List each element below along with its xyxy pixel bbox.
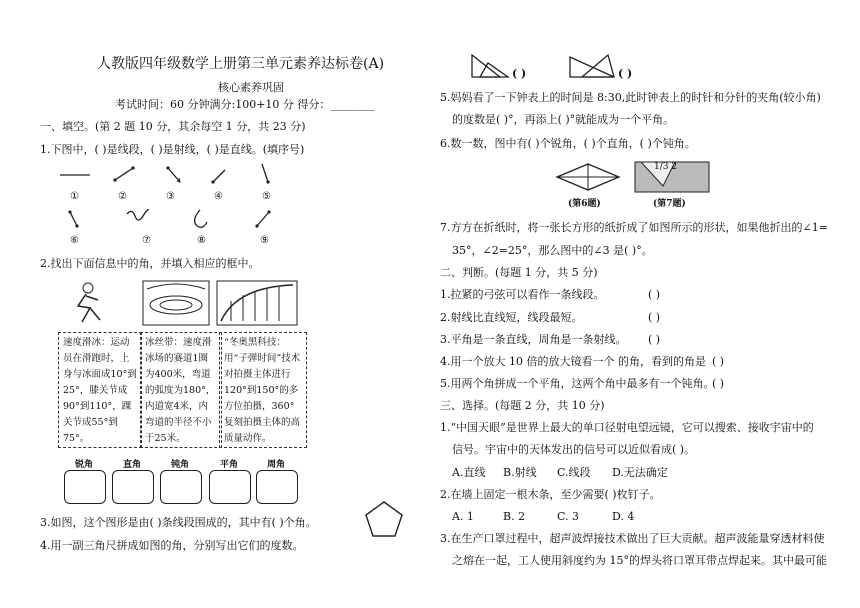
info-card-speed-skating: 速度滑冰：运动员在滑跑时，上身与冰面成10°到25°，膝关节成90°到110°，踝关节成55°到75°。 bbox=[58, 332, 142, 448]
obtuse-angle-label: 钝角 bbox=[170, 460, 189, 470]
label-1: ① bbox=[70, 191, 79, 202]
info-card-ice-ribbon: 冰丝带：速度滑冰场的赛道1圈为400米，弯道的弧度为180°，内道宽4米，内弯道的半径不小于25米。 bbox=[140, 332, 222, 448]
right-angle-box[interactable] bbox=[112, 470, 154, 504]
choice-1-option-c[interactable]: C.线段 bbox=[557, 466, 591, 479]
choice-1-option-b[interactable]: B.射线 bbox=[503, 466, 537, 479]
choice-1-line-1: 1.“中国天眼”是世界上最大的单口径射电望远镜，它可以搜索、接收宇宙中的 bbox=[440, 421, 814, 434]
choice-2-option-a[interactable]: A. 1 bbox=[452, 510, 474, 523]
judge-3: 3.平角是一条直线，周角是一条射线。 bbox=[440, 333, 627, 346]
camera-rig-illustration bbox=[217, 281, 297, 325]
choice-3-line-1: 3.在生产口罩过程中，超声波焊接技术做出了巨大贡献。超声波能量穿透材料使 bbox=[440, 532, 825, 545]
triangle-ruler-figure-1 bbox=[470, 53, 510, 79]
judge-2-answer[interactable]: ( ) bbox=[648, 311, 661, 324]
exam-info: 考试时间：60 分钟满分:100+10 分 得分：________ bbox=[115, 98, 375, 111]
label-8: ⑧ bbox=[197, 235, 206, 246]
judge-3-answer[interactable]: ( ) bbox=[648, 333, 661, 346]
figure-7-angle-marks: 1/3 2 bbox=[654, 162, 678, 172]
straight-angle-label: 平角 bbox=[219, 460, 238, 470]
question-6: 6.数一数，图中有( )个锐角，( )个直角，( )个钝角。 bbox=[440, 137, 696, 150]
right-angle-label: 直角 bbox=[122, 460, 141, 470]
section-judge-heading: 二、判断。(每题 1 分，共 5 分) bbox=[440, 266, 598, 279]
acute-angle-box[interactable] bbox=[64, 470, 106, 504]
figure-6-caption: (第6题) bbox=[568, 199, 601, 209]
label-7: ⑦ bbox=[142, 235, 151, 246]
info-card-bullet-time: “冬奥黑科技：用“子弹时间”技术对拍摄主体进行120°到150°的多方位拍摄，360°复刻拍摄主体的高质量动作。 bbox=[219, 332, 307, 448]
label-3: ③ bbox=[166, 191, 175, 202]
choice-3-line-2: 之熔在一起，工人使用斜度约为 15°的焊头将口罩耳带点焊起来。其中最可能 bbox=[452, 554, 827, 567]
judge-5-answer[interactable]: ( ) bbox=[712, 377, 725, 390]
choice-1-option-d[interactable]: D.无法确定 bbox=[612, 466, 668, 479]
straight-angle-box[interactable] bbox=[209, 470, 251, 504]
triangle-ruler-figure-2 bbox=[568, 53, 616, 79]
section-fill-heading: 一、填空。(第 2 题 10 分，其余每空 1 分，共 23 分) bbox=[40, 120, 306, 133]
label-2: ② bbox=[118, 191, 127, 202]
choice-2-option-d[interactable]: D. 4 bbox=[612, 510, 635, 523]
page-title: 人教版四年级数学上册第三单元素养达标卷(A) bbox=[97, 56, 385, 72]
full-angle-label: 周角 bbox=[266, 460, 285, 470]
answer-paren-1: ( ) bbox=[512, 67, 527, 80]
acute-angle-label: 锐角 bbox=[74, 460, 93, 470]
choice-2: 2.在墙上固定一根木条，至少需要( )枚钉子。 bbox=[440, 488, 661, 501]
question-3: 3.如图，这个图形是由( )条线段围成的，其中有( )个角。 bbox=[40, 516, 317, 529]
figure-7-caption: (第7题) bbox=[653, 199, 686, 209]
judge-4-answer[interactable]: ( ) bbox=[712, 355, 725, 368]
choice-2-option-c[interactable]: C. 3 bbox=[557, 510, 580, 523]
question-4: 4.用一副三角尺拼成如图的角，分别写出它们的度数。 bbox=[40, 539, 304, 552]
question-5-line-2: 的度数是( )°，再添上( )°就能成为一个平角。 bbox=[452, 113, 675, 126]
choice-1-line-2: 信号。宇宙中的天体发出的信号可以近似看成( )。 bbox=[452, 443, 696, 456]
label-6: ⑥ bbox=[70, 235, 79, 246]
figure-6-diamond bbox=[555, 162, 621, 192]
skater-illustration bbox=[68, 282, 108, 327]
question-2: 2.找出下面信息中的角，并填入相应的框中。 bbox=[40, 257, 260, 270]
question-7-line-2: 35°，∠2=25°，那么图中的∠3 是( )°。 bbox=[452, 244, 653, 257]
label-4: ④ bbox=[214, 191, 223, 202]
ice-ribbon-illustration bbox=[143, 281, 209, 325]
choice-1-option-a[interactable]: A.直线 bbox=[452, 466, 486, 479]
pentagon-figure bbox=[364, 500, 404, 538]
question-7-line-1: 7.方方在折纸时，将一张长方形的纸折成了如图所示的形状，如果他折出的∠1= bbox=[440, 221, 828, 234]
label-5: ⑤ bbox=[262, 191, 271, 202]
judge-5: 5.用两个角拼成一个平角，这两个角中最多有一个钝角。 bbox=[440, 377, 715, 390]
judge-1-answer[interactable]: ( ) bbox=[648, 288, 661, 301]
page-subtitle: 核心素养巩固 bbox=[218, 81, 284, 94]
answer-paren-2: ( ) bbox=[618, 67, 633, 80]
choice-2-option-b[interactable]: B. 2 bbox=[503, 510, 526, 523]
section-choice-heading: 三、选择。(每题 2 分，共 10 分) bbox=[440, 399, 605, 412]
full-angle-box[interactable] bbox=[256, 470, 298, 504]
question-1: 1.下图中，( )是线段，( )是射线，( )是直线。(填序号) bbox=[40, 143, 305, 156]
question-5-line-1: 5.妈妈看了一下钟表上的时间是 8:30,此时钟表上的时针和分针的夹角(较小角) bbox=[440, 91, 821, 104]
judge-1: 1.拉紧的弓弦可以看作一条线段。 bbox=[440, 288, 605, 301]
obtuse-angle-box[interactable] bbox=[160, 470, 202, 504]
judge-4: 4.用一个放大 10 倍的放大镜看一个 的角，看到的角是 bbox=[440, 355, 706, 368]
judge-2: 2.射线比直线短，线段最短。 bbox=[440, 311, 583, 324]
label-9: ⑨ bbox=[260, 235, 269, 246]
